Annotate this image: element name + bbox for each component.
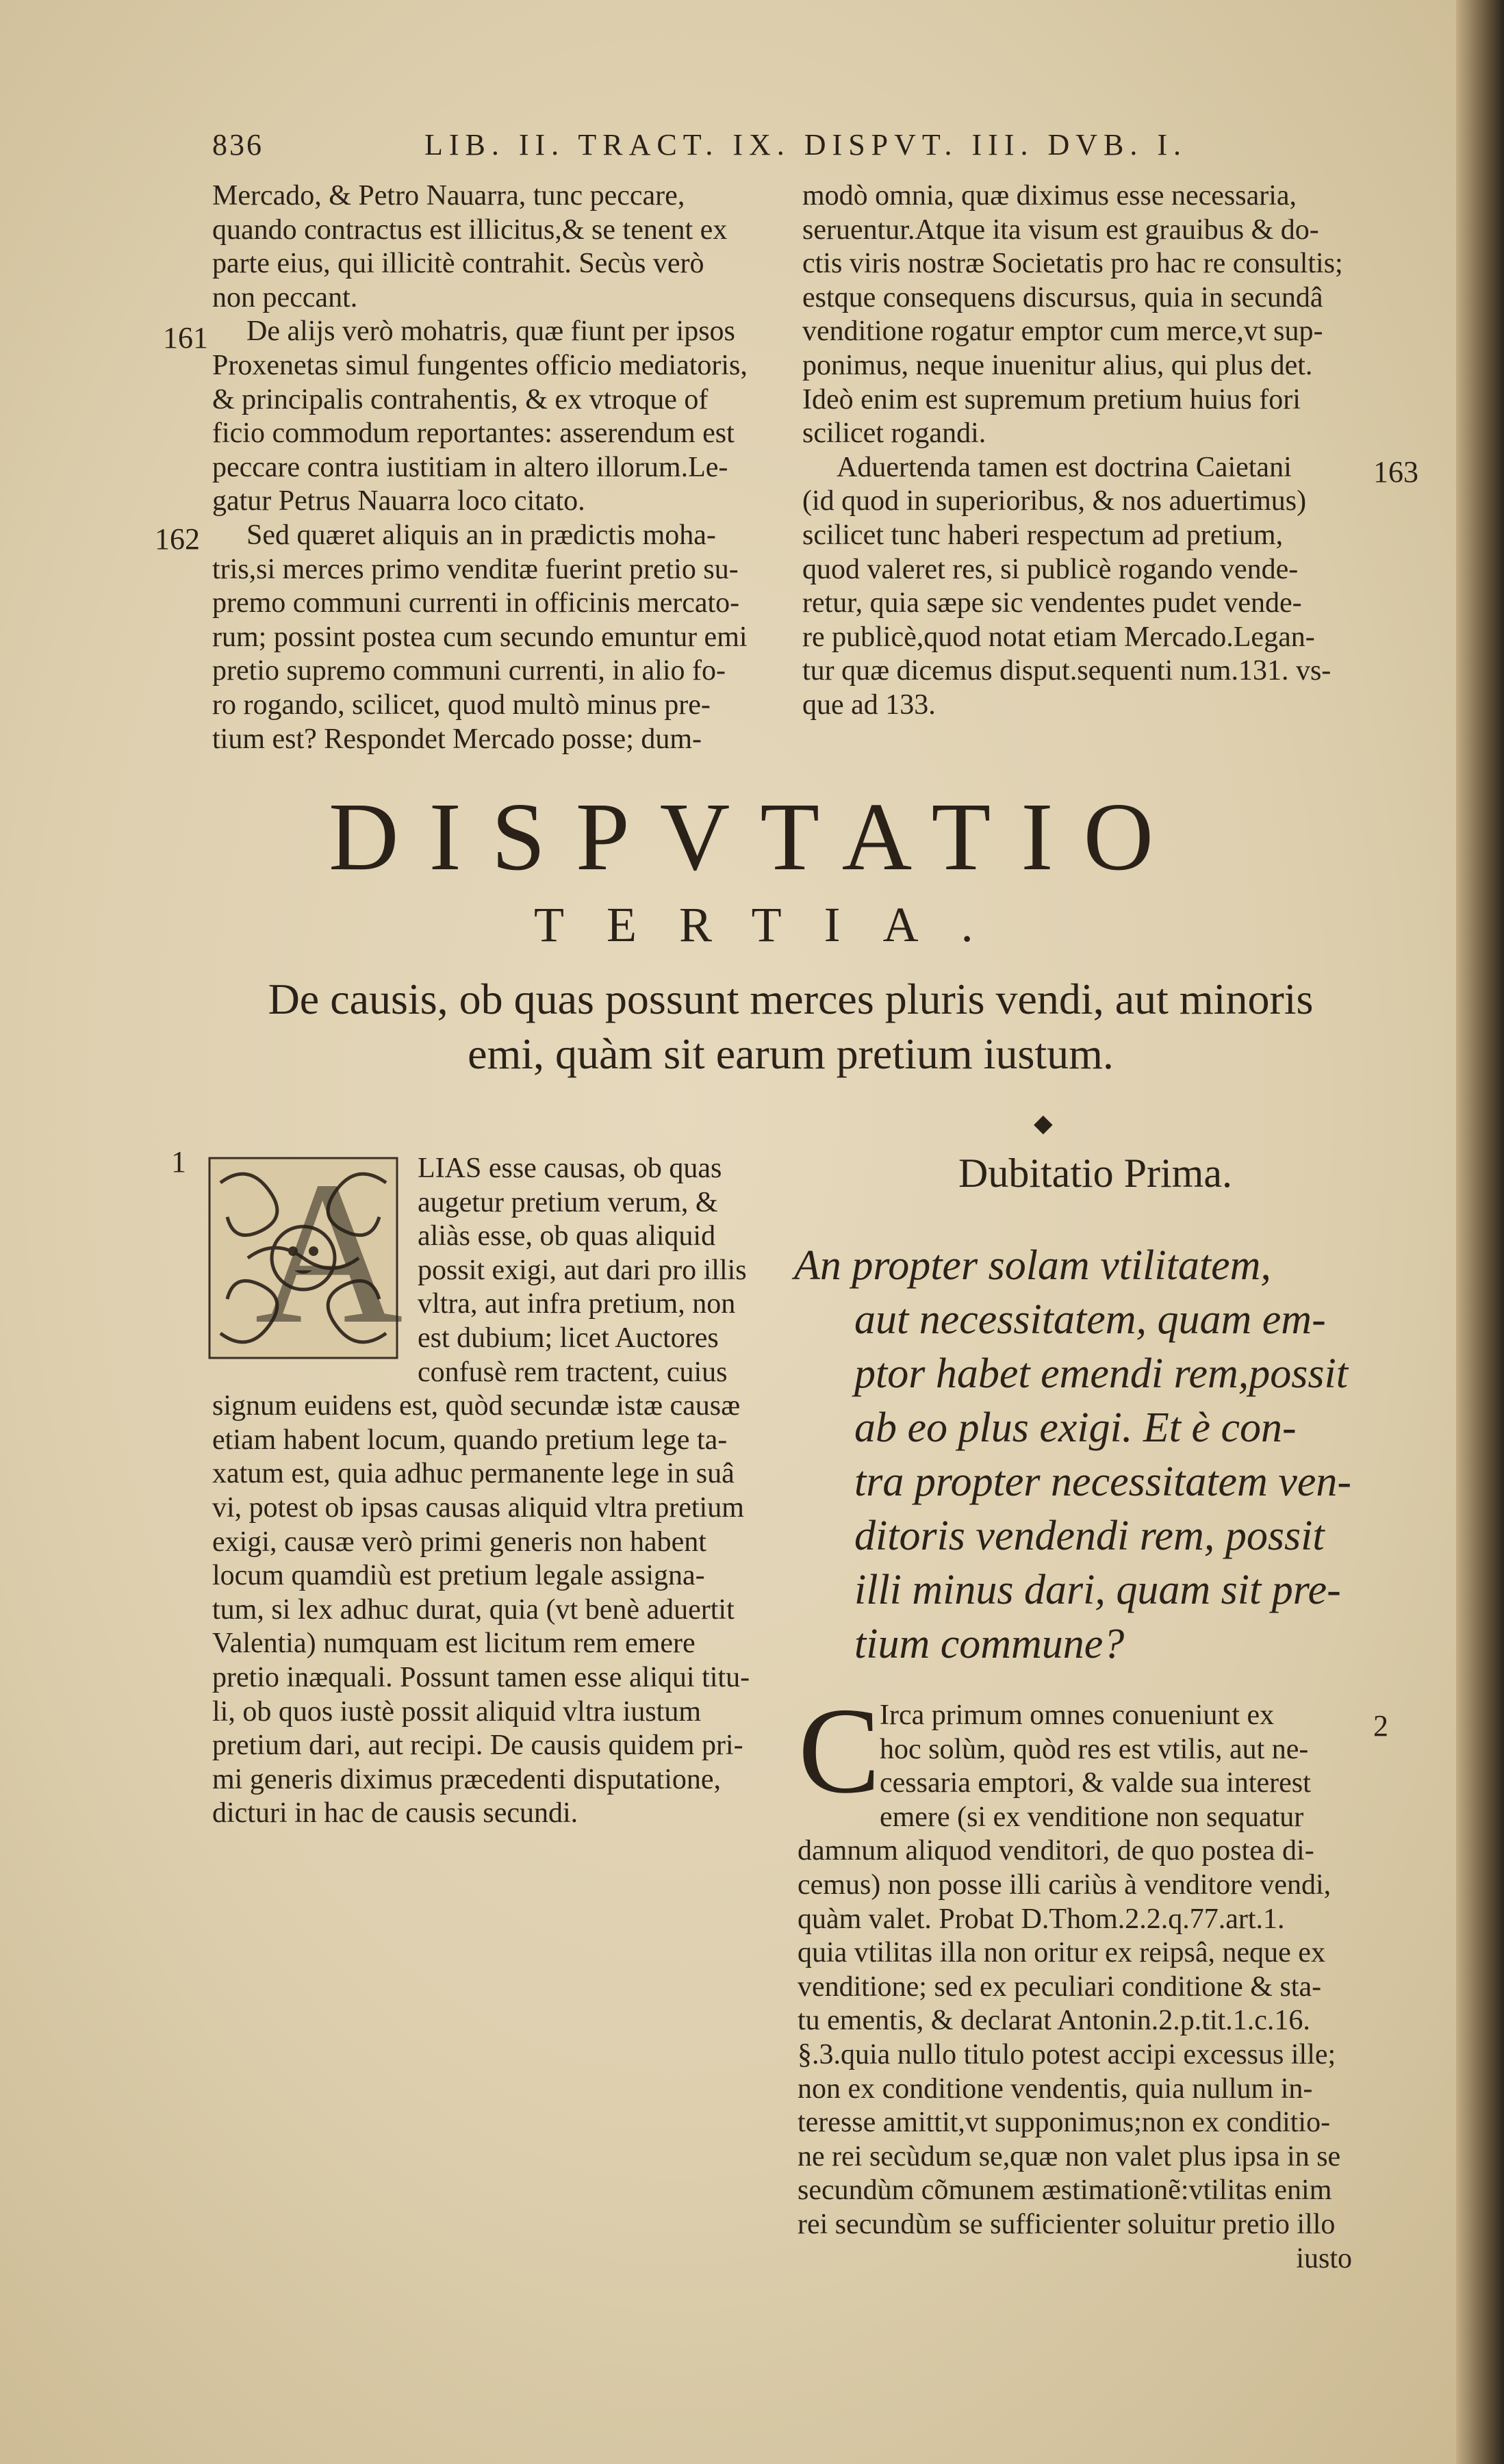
text-line: scilicet tunc haberi respectum ad pretium, (802, 519, 1284, 551)
text-line: parte eius, qui illicitè contrahit. Secùs verò (212, 248, 704, 280)
page-gutter-shadow (1456, 0, 1504, 2464)
running-header (212, 127, 1362, 175)
question-line: ptor habet emendi rem,possit (854, 1350, 1348, 1397)
text-line: LIAS esse causas, ob quas (418, 1153, 722, 1184)
disputatio-title: DISPVTATIO (329, 782, 1184, 890)
tertia-title: TERTIA. (534, 897, 1016, 952)
margin-number-2: 2 (1373, 1709, 1388, 1743)
text-line: vltra, aut infra pretium, non (418, 1288, 736, 1320)
text-line: & principalis contrahentis, & ex vtroque of (212, 383, 709, 415)
subtitle-line: emi, quàm sit earum pretium iustum. (468, 1029, 1114, 1078)
text-line: Mercado, & Petro Nauarra, tunc peccare, (212, 180, 685, 211)
text-line: exigi, causæ verò primi generis non habent (212, 1526, 706, 1558)
text-line: signum euidens est, quòd secundæ istæ causæ (212, 1390, 741, 1422)
text-line: quia vtilitas illa non oritur ex reipsâ, neque ex (798, 1937, 1325, 1969)
disputation-subtitle (205, 972, 1376, 1081)
text-line: tu ementis, & declarat Antonin.2.p.tit.1.c.16. (798, 2005, 1310, 2037)
text-line: Aduertenda tamen est doctrina Caietani (837, 451, 1292, 483)
margin-number-163: 163 (1373, 455, 1418, 489)
text-line: cessaria emptori, & valde sua interest (880, 1767, 1311, 1799)
text-line: tium est? Respondet Mercado posse; dum- (212, 723, 702, 755)
text-line: est dubium; licet Auctores (418, 1322, 719, 1354)
text-line: mi generis diximus præcedenti disputatione, (212, 1763, 722, 1795)
text-line: tris,si merces primo venditæ fuerint pretio su- (212, 553, 739, 585)
text-line: pretio inæquali. Possunt tamen esse aliqui titu- (212, 1661, 750, 1693)
text-line: (id quod in superioribus, & nos aduertimus) (802, 485, 1307, 517)
text-line: rei secundùm se sufficienter soluitur pretio illo (798, 2208, 1336, 2240)
text-line: tur quæ dicemus disput.sequenti num.131. vs- (802, 655, 1331, 687)
text-line: estque consequens discursus, quia in secundâ (802, 281, 1323, 313)
text-line: ponimus, neque inuenitur alius, qui plus det. (802, 349, 1313, 381)
text-line: damnum aliquod venditori, de quo postea di- (798, 1835, 1314, 1867)
top-right-column (802, 179, 1371, 723)
text-line: pretium dari, aut recipi. De causis quidem pri- (212, 1730, 743, 1762)
text-line: Sed quæret aliquis an in prædictis moha- (246, 519, 716, 551)
text-line: scilicet rogandi. (802, 418, 986, 450)
text-line: teresse amittit,vt supponimus;non ex conditio- (798, 2107, 1331, 2139)
initial-letter-c: C (798, 1682, 881, 1819)
dubitatio-heading: Dubitatio Prima. (958, 1151, 1232, 1196)
text-line: quod valeret res, si publicè rogando vende- (802, 553, 1299, 585)
text-line: dicturi in hac de causis secundi. (212, 1797, 578, 1830)
text-line: §.3.quia nullo titulo potest accipi excessus ille; (798, 2038, 1336, 2070)
text-line: non ex conditione vendentis, quia nullum in- (798, 2072, 1313, 2105)
text-line: locum quamdiù est pretium legale assigna- (212, 1560, 705, 1592)
running-title: LIB. II. TRACT. IX. DISPVT. III. DVB. I. (424, 128, 1188, 162)
text-line: tum, si lex adhuc durat, quia (vt benè aduertit (212, 1593, 735, 1626)
text-line: venditione rogatur emptor cum merce,vt sup- (802, 316, 1323, 348)
text-line: secundùm cõmunem æstimationẽ:vtilitas enim (798, 2174, 1332, 2207)
text-line: rum; possint postea cum secundo emuntur emi (212, 621, 748, 653)
text-line: Valentia) numquam est licitum rem emere (212, 1628, 696, 1660)
text-line: etiam habent locum, quando pretium lege ta- (212, 1424, 728, 1456)
text-line: pretio supremo communi currenti, in alio fo- (212, 655, 726, 687)
initial-letter: A (255, 1139, 403, 1366)
text-line: quando contractus est illicitus,& se tenent ex (212, 214, 728, 246)
text-line: emere (si ex venditione non sequatur (880, 1801, 1304, 1833)
text-line: ficio commodum reportantes: asserendum est (212, 418, 735, 450)
text-line: gatur Petrus Nauarra loco citato. (212, 485, 585, 517)
text-line: possit exigi, aut dari pro illis (418, 1254, 747, 1286)
catchword: iusto (1296, 2242, 1352, 2274)
text-line: li, ob quos iustè possit aliquid vltra iustum (212, 1695, 701, 1728)
question-line: illi minus dari, quam sit pre- (854, 1567, 1341, 1613)
text-line: Proxenetas simul fungentes officio mediatoris, (212, 349, 748, 381)
margin-number-1: 1 (171, 1145, 186, 1179)
question-line: aut necessitatem, quam em- (854, 1296, 1326, 1343)
margin-number-162: 162 (155, 522, 200, 556)
text-line: seruentur.Atque ita visum est grauibus & do- (802, 214, 1319, 246)
text-line: premo communi currenti in officinis mercato- (212, 587, 740, 619)
text-line: modò omnia, quæ diximus esse necessaria, (802, 180, 1297, 211)
top-left-column (212, 179, 787, 756)
question-line: ditoris vendendi rem, possit (854, 1513, 1325, 1559)
bottom-right-column (798, 1699, 1366, 2276)
question-line: tium commune? (854, 1621, 1125, 1667)
text-line: cemus) non posse illi cariùs à venditore vendi, (798, 1869, 1331, 1901)
subtitle-line: De causis, ob quas possunt merces pluris vendi, aut minoris (268, 975, 1314, 1023)
text-line: augetur pretium verum, & (418, 1186, 718, 1218)
dubitatio-question (794, 1239, 1369, 1671)
text-line: non peccant. (212, 281, 358, 313)
text-line: hoc solùm, quòd res est vtilis, aut ne- (880, 1733, 1309, 1765)
text-line: quàm valet. Probat D.Thom.2.2.q.77.art.1. (798, 1903, 1285, 1935)
text-line: Irca primum omnes conueniunt ex (880, 1699, 1275, 1731)
fleuron-ornament: ◆ (1034, 1109, 1053, 1137)
text-line: retur, quia sæpe sic vendentes pudet vende- (802, 587, 1302, 619)
text-line: aliàs esse, ob quas aliquid (418, 1220, 716, 1253)
text-line: peccare contra iustitiam in altero illorum.Le- (212, 451, 728, 483)
text-line: ne rei secùdum se,quæ non valet plus ipsa in se (798, 2140, 1341, 2172)
margin-number-161: 161 (163, 321, 208, 355)
question-line: ab eo plus exigi. Et è con- (854, 1404, 1297, 1451)
question-line: An propter solam vtilitatem, (794, 1242, 1271, 1289)
text-line: confusè rem tractent, cuius (418, 1356, 728, 1388)
text-line: venditione; sed ex peculiari conditione & sta- (798, 1971, 1322, 2003)
text-line: Ideò enim est supremum pretium huius fori (802, 383, 1301, 415)
question-line: tra propter necessitatem ven- (854, 1459, 1352, 1505)
text-line: ctis viris nostræ Societatis pro hac re consultis; (802, 248, 1343, 280)
text-line: ro rogando, scilicet, quod multò minus pre- (212, 689, 711, 721)
text-line: De alijs verò mohatris, quæ fiunt per ipsos (246, 316, 735, 348)
text-line: xatum est, quia adhuc permanente lege in suâ (212, 1458, 735, 1490)
text-line: re publicè,quod notat etiam Mercado.Legan- (802, 621, 1315, 653)
bottom-left-column (212, 1139, 780, 1831)
text-line: que ad 133. (802, 689, 936, 721)
page-number: 836 (212, 128, 264, 162)
text-line: vi, potest ob ipsas causas aliquid vltra pretium (212, 1491, 744, 1524)
